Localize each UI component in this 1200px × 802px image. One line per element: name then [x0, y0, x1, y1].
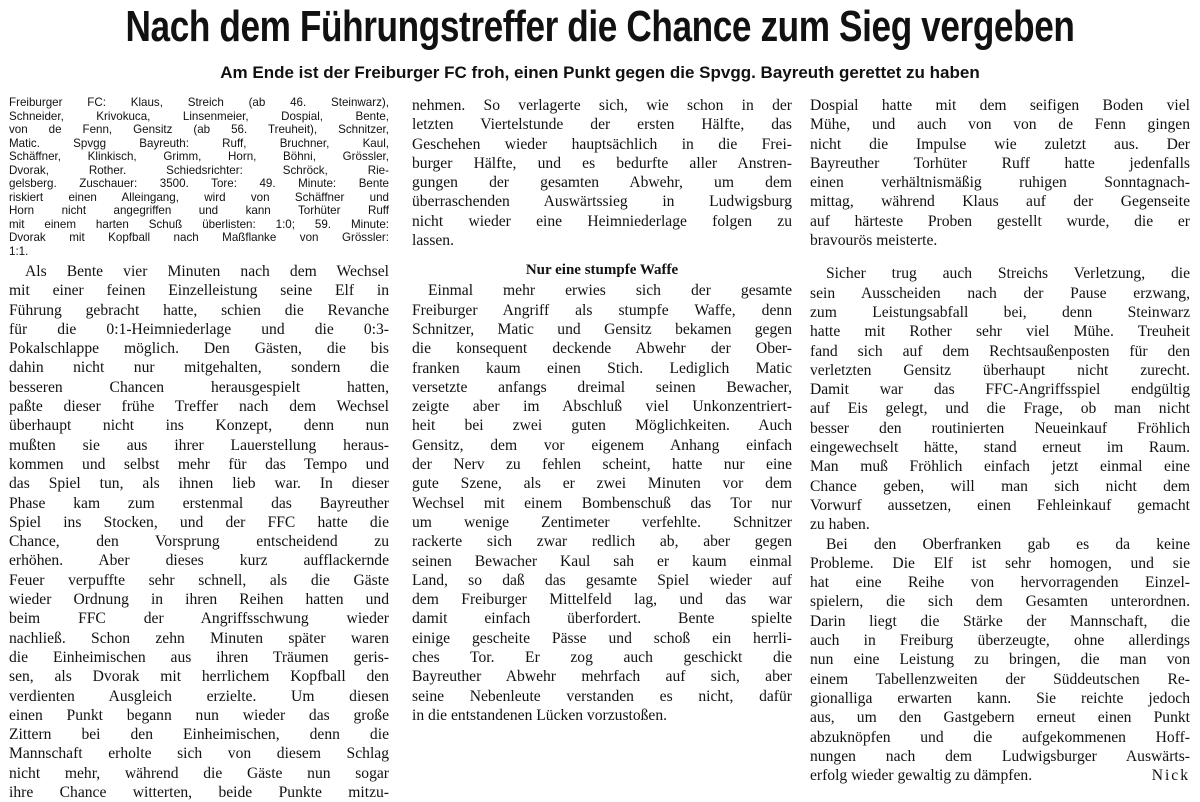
text-line: aus, um den Gastgebern erneut einen Punkt: [810, 709, 1190, 727]
column-2: [412, 96, 792, 725]
text-line: letzten Viertelstunde der ersten Hälfte, das: [412, 116, 792, 134]
text-line: Führung gebracht hatte, schien die Revanche: [9, 301, 389, 319]
text-line: überhaupt nicht ins Konzept, denn nun: [9, 417, 389, 435]
text-line: die konsequent deckende Abwehr der Ober-: [412, 340, 792, 358]
text-line: Mühe, und auch von von de Fenn gingen: [810, 116, 1190, 134]
text-line: mittag, während Klaus auf der Gegenseite: [810, 193, 1190, 211]
text-line: verdienten Ausgleich erzielte. Um diesen: [9, 687, 389, 705]
text-line: gute Szene, als er zwei Minuten vor dem: [412, 475, 792, 493]
text-line: seine Nebenleute verstanden es nicht, dafür: [412, 687, 792, 705]
text-line: zum Leistungsabfall bei, denn Steinwarz: [810, 303, 1190, 321]
text-line: besser den routinierten Neueinkauf Fröhlich: [810, 419, 1190, 437]
text-line: besseren Chancen herausgespielt hatten,: [9, 378, 389, 396]
text-line: einem Tabellenzweiten der Süddeutschen Re-: [810, 670, 1190, 688]
lineup-line: 1:1.: [9, 244, 29, 258]
text-line: nun eine Leistung zu bringen, die man von: [810, 651, 1190, 669]
text-line: fand sich auf dem Rechtsaußenposten für den: [810, 342, 1190, 360]
text-line: hatte mit Rother sehr viel Mühe. Treuheit: [810, 323, 1190, 341]
text-line: Damit war das FFC-Angriffsspiel endgültig: [810, 381, 1190, 399]
text-line: auch in Freiburg überzeugte, ohne allerdings: [810, 632, 1190, 650]
text-line: kommen und selbst mehr für das Tempo und: [9, 455, 389, 473]
text-line: Chance geben, will man sich nicht dem: [810, 477, 1190, 495]
author-signature: Nick: [1151, 767, 1190, 785]
text-line: für die 0:1-Heimniederlage und die 0:3-: [9, 320, 389, 338]
text-line: sein Ausscheiden nach der Pause erzwang,: [810, 284, 1190, 302]
text-line: auf härteste Proben gestellt wurde, die er: [810, 212, 1190, 230]
text-line: nungen nach dem Ludwigsburger Auswärts-: [810, 747, 1190, 765]
lineup-line: Schneider, Krivokuca, Linsenmeier, Dospial, Bente,: [9, 109, 389, 123]
lineup-line: Horn nicht angegriffen und kann Torhüter Ruff: [9, 204, 389, 217]
text-line: verletzten Gensitz überhaupt nicht zurecht.: [810, 361, 1190, 379]
text-line: Bayreuther Torhüter Ruff hatte jedenfalls: [810, 154, 1190, 172]
text-line: ihre Chance witterten, beide Punkte mitzu-: [9, 784, 389, 802]
text-line: Chance, den Vorsprung entscheidend zu: [9, 533, 389, 551]
text-line: mit einer feinen Einzelleistung seine Elf in: [9, 282, 389, 300]
lineup-line: riskiert einen Alleingang, wird von Schäffner und: [9, 190, 389, 204]
text-line: franken kaum einen Stich. Lediglich Matic: [412, 359, 792, 377]
text-line: ches Tor. Er zog auch geschickt die: [412, 649, 792, 667]
text-line: einen Punkt begann nun wieder das große: [9, 706, 389, 724]
column-1: [9, 96, 389, 802]
text-line: sen, als Dvorak mit herrlichem Kopfball den: [9, 668, 389, 686]
text-line: erhöhen. Aber dieses kurz aufflackernde: [9, 552, 389, 570]
text-line: dem Freiburger Mittelfeld lag, und das war: [412, 591, 792, 609]
text-line: Geschehen wieder hauptsächlich in die Frei-: [412, 135, 792, 153]
lineup-line: Freiburger FC: Klaus, Streich (ab 46. Steinwarz),: [9, 96, 389, 109]
text-line: dahin nicht nur mitgehalten, sondern die: [9, 359, 389, 377]
column-3: [810, 96, 1190, 785]
text-line: Sicher trug auch Streichs Verletzung, die: [826, 265, 1190, 283]
text-line: Freiburger Angriff als stumpfe Waffe, denn: [412, 301, 792, 319]
text-line: Schnitzer, Matic und Gensitz bekamen gegen: [412, 320, 792, 338]
text-line: Darin liegt die Stärke der Mannschaft, die: [810, 612, 1190, 630]
subheadline: Am Ende ist der Freiburger FC froh, einen Punkt gegen die Spvgg. Bayreuth gerettet zu haben: [220, 63, 980, 82]
lineup-line: Dvorak mit Kopfball nach Maßflanke von Grössler:: [9, 231, 389, 244]
text-line: nehmen. So verlagerte sich, wie schon in der: [412, 97, 792, 114]
text-line: nicht mehr, während die Gäste nun sogar: [9, 764, 389, 782]
text-line: nachließ. Schon zehn Minuten später waren: [9, 629, 389, 647]
text-line: zeigte aber im Abschluß viel Unkonzentriert-: [412, 398, 792, 416]
text-line: in die entstandenen Lücken vorzustoßen.: [412, 706, 668, 724]
text-line: abzuknöpfen und die aufgekommenen Hoff-: [810, 728, 1190, 746]
headline: Nach dem Führungstreffer die Chance zum Sieg vergeben: [125, 2, 1075, 51]
text-line: Bayreuther Abwehr mehrfach auf sich, aber: [412, 668, 792, 686]
text-line: mußten sie aus ihrer Lauerstellung heraus-: [9, 436, 389, 454]
text-line: zu haben.: [810, 516, 870, 534]
text-line: erfolg wieder gewaltig zu dämpfen.: [810, 767, 1033, 785]
text-line: Bei den Oberfranken gab es da keine: [826, 535, 1190, 553]
text-line: einen verhältnismäßig ruhigen Sonntagnach-: [810, 174, 1190, 192]
text-line: Wechsel mit einem Bombenschuß das Tor nur: [412, 494, 792, 512]
text-line: der Nerv zu fehlen scheint, hatte nur eine: [412, 456, 792, 474]
text-line: nicht wieder eine Heimniederlage folgen zu: [412, 212, 792, 230]
lineup-line: Dvorak, Rother. Schiedsrichter: Schröck, Rie-: [9, 163, 389, 177]
text-line: auf Eis gelegt, und die Frage, ob man nicht: [810, 400, 1190, 418]
text-line: überraschenden Auswärtssieg in Ludwigsburg: [412, 193, 792, 211]
text-line: nicht die Impulse wie zuletzt aus. Der: [810, 135, 1190, 153]
text-line: heit bei zwei guten Möglichkeiten. Auch: [412, 417, 792, 435]
text-line: Man muß Fröhlich einfach jetzt einmal eine: [810, 458, 1190, 476]
text-line: einige gescheite Pässe und schoß ein herrli-: [412, 629, 792, 647]
lineup-box: [9, 96, 389, 258]
text-line: gungen der gesamten Abwehr, um dem: [412, 174, 792, 192]
text-line: burger Hälfte, und es bedurfte aller Anstren-: [412, 154, 792, 172]
text-line: rackerte sich zwar redlich ab, aber gegen: [412, 533, 792, 551]
text-line: um wenige Zentimeter verfehlte. Schnitzer: [412, 513, 792, 531]
text-line: Dospial hatte mit dem seifigen Boden viel: [810, 97, 1190, 114]
text-line: bravourös meisterte.: [810, 232, 938, 250]
text-line: Probleme. Die Elf ist sehr homogen, und sie: [810, 554, 1190, 572]
text-line: seinen Bewacher Kaul sah er kaum einmal: [412, 552, 792, 570]
text-line: Spiel ins Stocken, und der FFC hatte die: [9, 513, 389, 531]
text-line: Zittern bei den Einheimischen, denn die: [9, 726, 389, 744]
text-line: Feuer verpuffte sehr schnell, als die Gäste: [9, 571, 389, 589]
text-line: hat eine Reihe von hervorragenden Einzel-: [810, 574, 1190, 592]
text-line: Als Bente vier Minuten nach dem Wechsel: [25, 263, 389, 280]
last-line-with-author: [810, 766, 1190, 785]
text-line: gionalliga erwarten kann. Sie reichte jedoch: [810, 689, 1190, 707]
text-line: paßte dieser frühe Treffer nach dem Wechsel: [9, 398, 389, 416]
text-line: Phase kam zum erstenmal das Bayreuther: [9, 494, 389, 512]
text-line: beim FFC der Angriffsschwung wieder: [9, 610, 389, 628]
text-line: das Spiel tun, als ihnen lieb war. In dieser: [9, 475, 389, 493]
text-line: eingewechselt hätte, stand erneut im Raum.: [810, 439, 1190, 457]
text-line: Mannschaft erholte sich von diesem Schlag: [9, 745, 389, 763]
text-line: Land, so daß das gesamte Spiel wieder auf: [412, 571, 792, 589]
lineup-line: von de Fenn, Gensitz (ab 56. Treuheit), Schnitzer,: [9, 123, 389, 136]
text-line: Vorwurf aussetzen, einen Fehleinkauf gemacht: [810, 496, 1190, 514]
text-line: die Einheimischen aus ihren Träumen geris-: [9, 648, 389, 666]
text-line: Gensitz, dem vor eigenem Anhang einfach: [412, 436, 792, 454]
text-line: damit einfach überfordert. Bente spielte: [412, 610, 792, 628]
text-line: wieder Ordnung in ihren Reihen hatten und: [9, 591, 389, 609]
section-title: Nur eine stumpfe Waffe: [525, 262, 679, 279]
text-line: spielern, die sich dem Gesamten unterordnen.: [810, 593, 1190, 611]
lineup-line: mit einem harten Schuß überlisten: 1:0; 59. Minute:: [9, 217, 389, 231]
text-line: Pokalschlappe möglich. Den Gästen, die bis: [9, 340, 389, 358]
lineup-line: Matic. Spvgg Bayreuth: Ruff, Bruchner, Kaul,: [9, 136, 389, 150]
text-line: versetzte anfangs dreimal seinen Bewacher,: [412, 378, 792, 396]
lineup-line: Schäffner, Klinkisch, Grimm, Horn, Böhni, Grössler,: [9, 150, 389, 163]
text-line: Einmal mehr erwies sich der gesamte: [428, 282, 792, 300]
text-line: lassen.: [412, 232, 455, 250]
lineup-line: gelsberg. Zuschauer: 3500. Tore: 49. Minute: Bente: [9, 177, 389, 190]
